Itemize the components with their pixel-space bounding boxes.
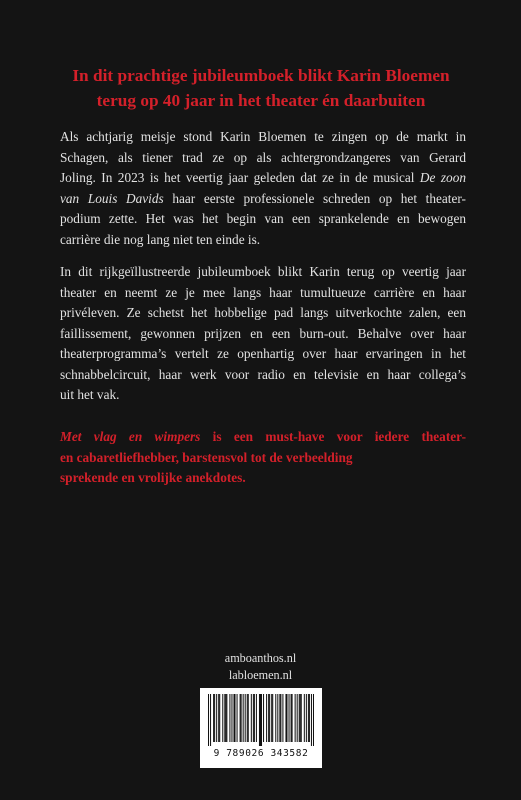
paragraph-1-line-4-text: haar eerste professionele schreden op het theater- (163, 190, 466, 206)
barcode-bar (272, 694, 273, 742)
barcode-bar (289, 694, 290, 742)
paragraph-2-line-5: theaterprogramma’s vertelt ze openhartig over haar ervaringen in het (60, 346, 466, 361)
musical-title-part-1: De zoon (419, 170, 466, 185)
barcode-bar (295, 694, 296, 742)
body-paragraph-2 (60, 262, 466, 406)
paragraph-2-line-6: schnabbelcircuit, haar werk voor radio en televisie en haar collega’s (60, 366, 466, 382)
barcode-bar (301, 694, 302, 742)
barcode-bar (237, 694, 238, 742)
barcode-bar (291, 694, 292, 742)
book-title: Met vlag en wimpers (60, 429, 201, 444)
isbn-barcode (200, 688, 322, 768)
paragraph-1-line-4 (60, 189, 466, 210)
publisher-url[interactable]: amboanthos.nl (224, 651, 297, 665)
barcode-bar (297, 694, 298, 742)
barcode-bar (219, 694, 220, 742)
barcode-bar (286, 694, 287, 742)
barcode-bar (275, 694, 276, 742)
barcode-bar (247, 694, 248, 742)
barcode-bar (261, 694, 262, 746)
barcode-bar (259, 694, 260, 746)
barcode-bar (308, 694, 309, 742)
headline-line-2: terug op 40 jaar in het theater én daarbuiten (96, 91, 426, 110)
barcode-bar (213, 694, 214, 742)
barcode-bar (282, 694, 283, 742)
barcode-bar (279, 694, 280, 742)
blurb-headline (48, 63, 474, 113)
paragraph-1-line-1: Als achtjarig meisje stond Karin Bloemen te zingen op de markt in (60, 129, 466, 144)
barcode-bar (306, 694, 307, 742)
barcode-bar (233, 694, 234, 742)
musical-title-part-2: van Louis Davids (60, 190, 164, 206)
closing-line-2: en cabaretliefhebber, barstensvol tot de verbeelding (60, 449, 353, 465)
barcode-bar (311, 694, 312, 746)
barcode-bar (300, 694, 301, 742)
barcode-bar (277, 694, 278, 742)
paragraph-1-line-5: podium zette. Het was het begin van een sprankelende en bewogen (60, 211, 466, 226)
paragraph-1-line-3 (60, 168, 466, 189)
paragraph-2-line-2: theater en neemt ze je mee langs haar tumultueuze carrière en haar (60, 284, 466, 300)
isbn-number: 9 789026 343582 (213, 748, 309, 759)
barcode-bar (285, 694, 286, 742)
barcode-bar (256, 694, 257, 742)
barcode-bar (292, 694, 293, 742)
website-links (0, 650, 521, 683)
barcode-bar (210, 694, 211, 746)
barcode-bar (271, 694, 272, 742)
barcode-bar (309, 694, 310, 742)
paragraph-2-line-3: privéleven. Ze schetst het hobbelige pad langs uitverkochte zalen, een (60, 305, 466, 320)
barcode-bar (222, 694, 223, 742)
barcode-bar (218, 694, 219, 742)
barcode-bar (248, 694, 249, 742)
barcode-bar (269, 694, 270, 742)
barcode-bar (229, 694, 230, 742)
paragraph-2-line-4: faillissement, gewonnen prijzen en een burn-out. Behalve over haar (60, 325, 466, 341)
paragraph-1-line-2: Schagen, als tiener trad ze op als achtergrondzangeres van Gerard (60, 149, 466, 165)
barcode-bar (245, 694, 246, 742)
closing-line-1-text: is een must-have voor iedere theater- (200, 429, 466, 444)
barcode-bar (240, 694, 241, 742)
closing-statement (60, 427, 466, 489)
barcode-bar (263, 694, 264, 742)
paragraph-2-line-7: uit het vak. (60, 387, 120, 402)
closing-line-3: sprekende en vrolijke anekdotes. (60, 470, 246, 485)
barcode-bar (231, 694, 232, 742)
closing-line-1 (60, 427, 466, 448)
barcode-bar (280, 694, 281, 742)
barcode-bar (304, 694, 305, 742)
barcode-bar (243, 694, 244, 742)
paragraph-2-line-1: In dit rijkgeïllustreerde jubileumboek blikt Karin terug op veertig jaar (60, 264, 466, 279)
barcode-bar (235, 694, 236, 742)
barcode-bar (260, 694, 261, 746)
barcode-bar (208, 694, 209, 746)
barcode-bar (268, 694, 269, 742)
barcode-bars (208, 694, 314, 746)
barcode-bar (313, 694, 314, 746)
barcode-bar (299, 694, 300, 742)
barcode-bar (241, 694, 242, 742)
author-url[interactable]: labloemen.nl (228, 667, 293, 682)
barcode-bar (266, 694, 267, 742)
paragraph-1-line-6: carrière die nog lang niet ten einde is. (60, 231, 261, 247)
barcode-bar (225, 694, 226, 742)
barcode-bar (214, 694, 215, 742)
barcode-bar (216, 694, 217, 742)
barcode-bar (253, 694, 254, 742)
barcode-bar (226, 694, 227, 742)
barcode-bar (251, 694, 252, 742)
barcode-bar (254, 694, 255, 742)
body-paragraph-1 (60, 127, 466, 250)
barcode-bar (224, 694, 225, 742)
paragraph-1-line-3-text: Joling. In 2023 is het veertig jaar geleden dat ze in de musical (60, 170, 420, 185)
headline-line-1: In dit prachtige jubileumboek blikt Karin Bloemen (72, 66, 450, 85)
